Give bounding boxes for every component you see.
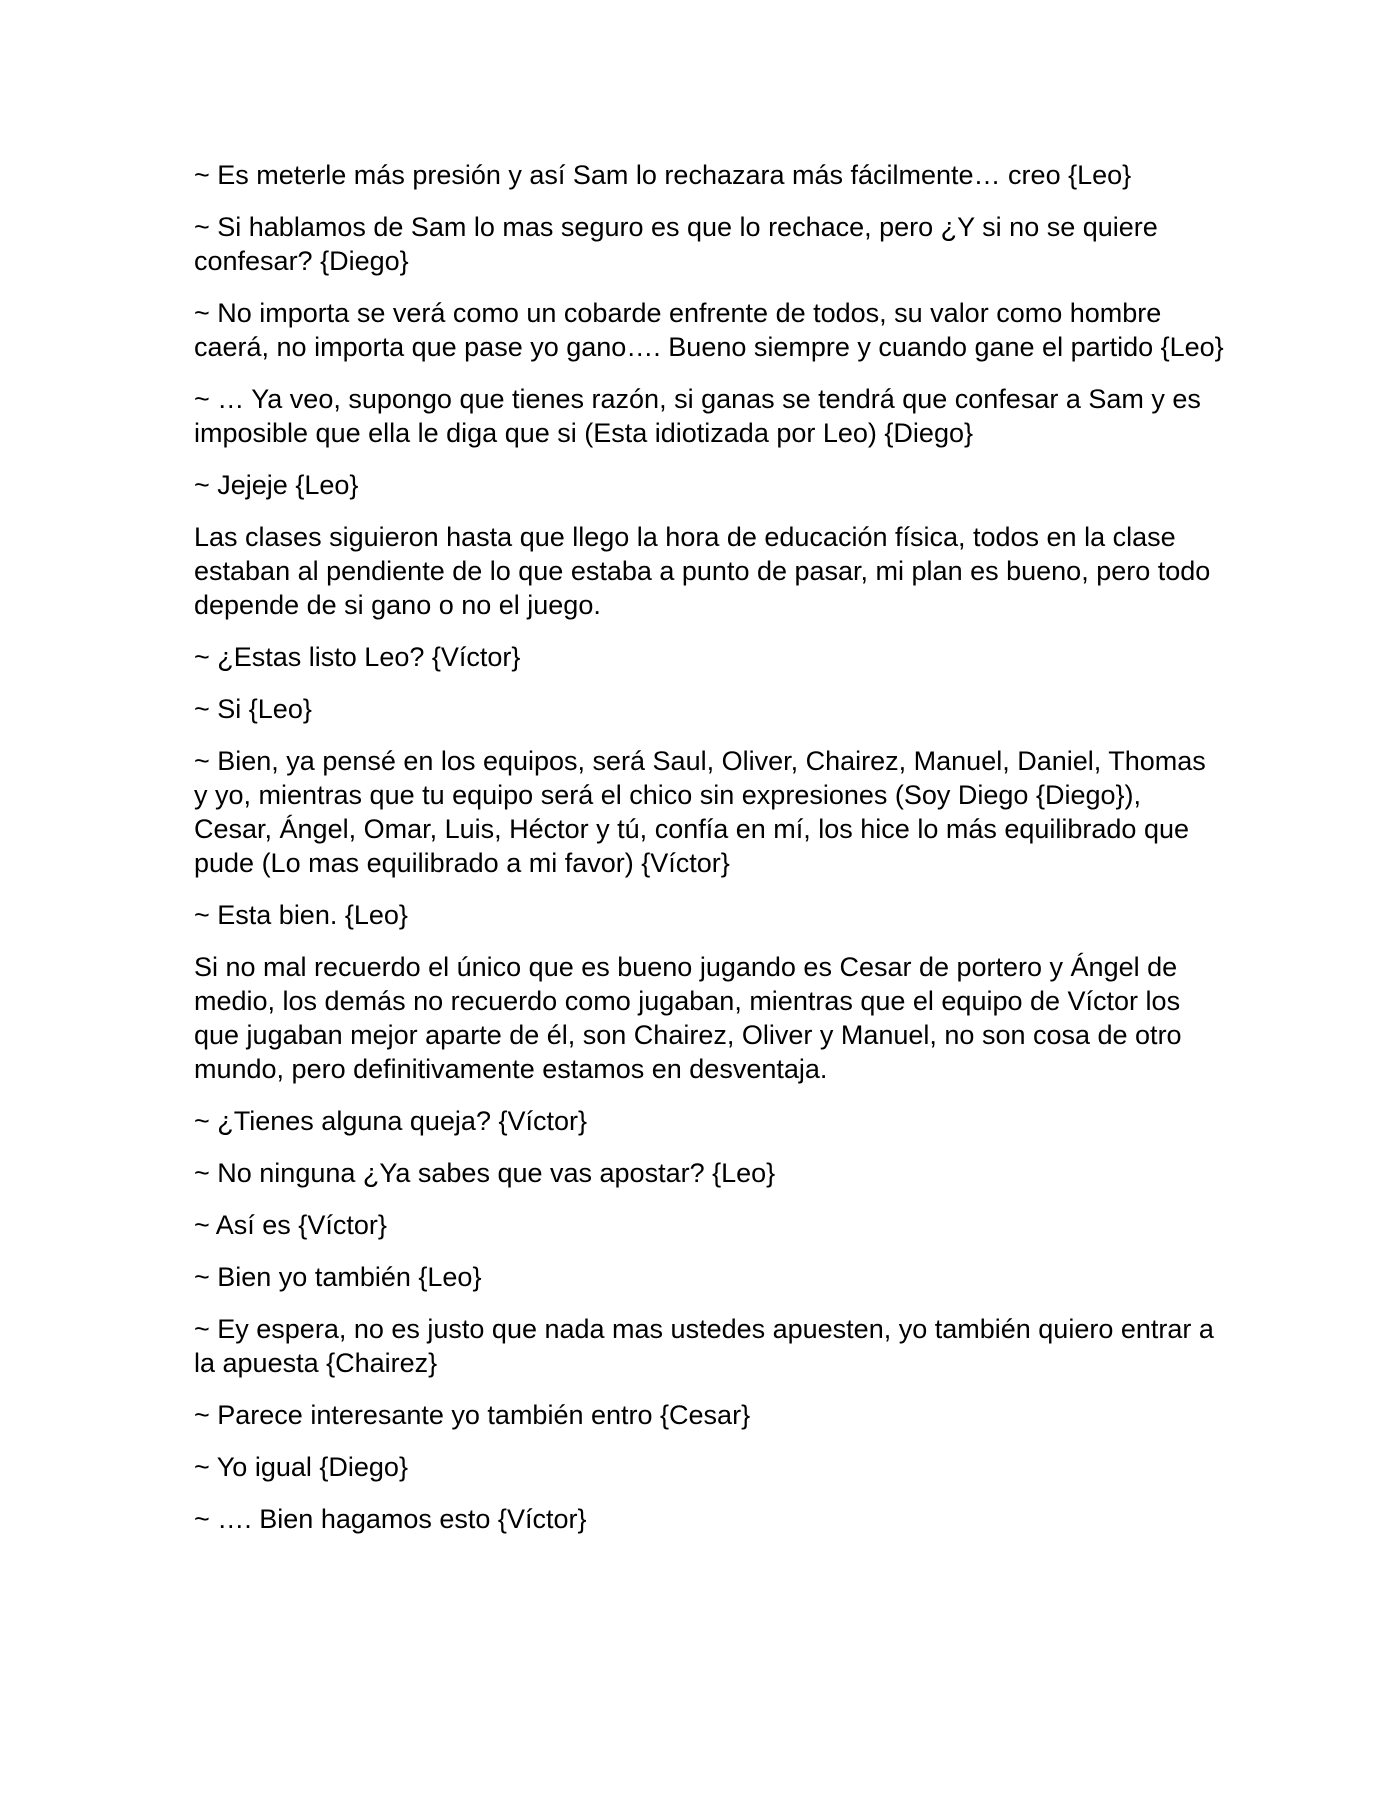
paragraph-6: Las clases siguieron hasta que llego la hora de educación física, todos en la clase estaban al pendiente de lo que estaba a punto de pasar, mi plan es bueno, pero todo depende de si gano o no el juego. [194,522,1211,620]
paragraph-11: Si no mal recuerdo el único que es bueno jugando es Cesar de portero y Ángel de medio, los demás no recuerdo como jugaban, mientras que el equipo de Víctor los que jugaban mejor aparte de él, son Chairez, Oliver y Manuel, no son cosa de otro mundo, pero definitivamente estamos en desventaja. [194,952,1182,1084]
paragraph-13: ~ No ninguna ¿Ya sabes que vas apostar? {Leo} [194,1158,776,1188]
paragraph-4: ~ … Ya veo, supongo que tienes razón, si ganas se tendrá que confesar a Sam y es imposible que ella le diga que si (Esta idiotizada por Leo) {Diego} [194,384,1201,448]
paragraph-15: ~ Bien yo también {Leo} [194,1262,482,1292]
paragraph-5: ~ Jejeje {Leo} [194,470,359,500]
paragraph-2: ~ Si hablamos de Sam lo mas seguro es que lo rechace, pero ¿Y si no se quiere confesar? {Diego} [194,212,1158,276]
document-body [194,158,1224,1554]
paragraph-18: ~ Yo igual {Diego} [194,1452,408,1482]
paragraph-9: ~ Bien, ya pensé en los equipos, será Saul, Oliver, Chairez, Manuel, Daniel, Thomas y yo, mientras que tu equipo será el chico sin expresiones (Soy Diego {Diego}), Cesar, Ángel, Omar, Luis, Héctor y tú, confía en mí, los hice lo más equilibrado que pude (Lo mas equilibrado a mi favor) {Víctor} [194,746,1206,878]
paragraph-14: ~ Así es {Víctor} [194,1210,387,1240]
paragraph-17: ~ Parece interesante yo también entro {Cesar} [194,1400,751,1430]
paragraph-1: ~ Es meterle más presión y así Sam lo rechazara más fácilmente… creo {Leo} [194,160,1132,190]
paragraph-3: ~ No importa se verá como un cobarde enfrente de todos, su valor como hombre caerá, no importa que pase yo gano…. Bueno siempre y cuando gane el partido {Leo} [194,298,1224,362]
paragraph-8: ~ Si {Leo} [194,694,312,724]
paragraph-19: ~ …. Bien hagamos esto {Víctor} [194,1504,587,1534]
paragraph-16: ~ Ey espera, no es justo que nada mas ustedes apuesten, yo también quiero entrar a la apuesta {Chairez} [194,1314,1214,1378]
paragraph-7: ~ ¿Estas listo Leo? {Víctor} [194,642,521,672]
paragraph-12: ~ ¿Tienes alguna queja? {Víctor} [194,1106,588,1136]
paragraph-10: ~ Esta bien. {Leo} [194,900,408,930]
